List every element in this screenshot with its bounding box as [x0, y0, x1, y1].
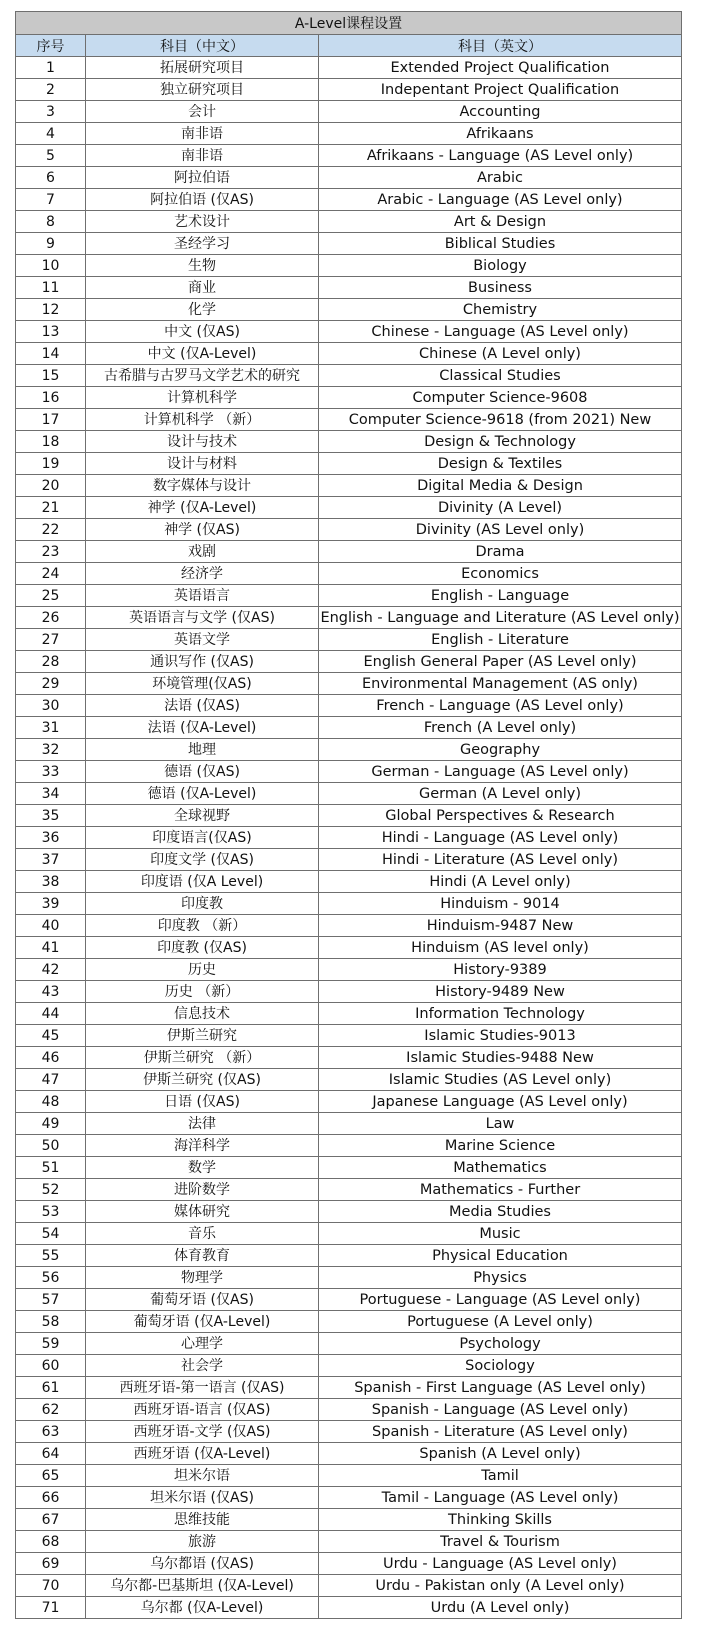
table-row	[16, 519, 682, 541]
subject-english: Arabic - Language (AS Level only)	[319, 189, 682, 211]
table-row	[16, 651, 682, 673]
subject-chinese: 化学	[86, 299, 319, 321]
subject-english: Hindi - Language (AS Level only)	[319, 827, 682, 849]
subject-english: Computer Science-9618 (from 2021) New	[319, 409, 682, 431]
table-row	[16, 189, 682, 211]
table-row	[16, 629, 682, 651]
table-row	[16, 123, 682, 145]
subject-english: Portuguese (A Level only)	[319, 1311, 682, 1333]
subject-chinese: 历史	[86, 959, 319, 981]
subject-english: Marine Science	[319, 1135, 682, 1157]
table-row	[16, 1025, 682, 1047]
row-number: 43	[16, 981, 86, 1003]
table-row	[16, 453, 682, 475]
subject-chinese: 印度语 (仅A Level)	[86, 871, 319, 893]
row-number: 65	[16, 1465, 86, 1487]
row-number: 4	[16, 123, 86, 145]
subject-chinese: 思维技能	[86, 1509, 319, 1531]
table-row	[16, 761, 682, 783]
subject-english: French - Language (AS Level only)	[319, 695, 682, 717]
row-number: 22	[16, 519, 86, 541]
subject-chinese: 坦米尔语	[86, 1465, 319, 1487]
table-row	[16, 145, 682, 167]
subject-english: Digital Media & Design	[319, 475, 682, 497]
row-number: 28	[16, 651, 86, 673]
row-number: 54	[16, 1223, 86, 1245]
table-row	[16, 1157, 682, 1179]
row-number: 40	[16, 915, 86, 937]
subject-chinese: 英语语言	[86, 585, 319, 607]
subject-english: English General Paper (AS Level only)	[319, 651, 682, 673]
subject-english: English - Language	[319, 585, 682, 607]
subject-chinese: 伊斯兰研究 (仅AS)	[86, 1069, 319, 1091]
row-number: 60	[16, 1355, 86, 1377]
row-number: 8	[16, 211, 86, 233]
row-number: 33	[16, 761, 86, 783]
row-number: 10	[16, 255, 86, 277]
subject-chinese: 印度教 （新）	[86, 915, 319, 937]
table-row	[16, 981, 682, 1003]
subject-chinese: 全球视野	[86, 805, 319, 827]
subject-english: Islamic Studies-9488 New	[319, 1047, 682, 1069]
table-row	[16, 1113, 682, 1135]
row-number: 53	[16, 1201, 86, 1223]
row-number: 5	[16, 145, 86, 167]
table-row	[16, 497, 682, 519]
subject-chinese: 信息技术	[86, 1003, 319, 1025]
subject-chinese: 德语 (仅A-Level)	[86, 783, 319, 805]
subject-chinese: 拓展研究项目	[86, 57, 319, 79]
row-number: 37	[16, 849, 86, 871]
subject-english: Divinity (AS Level only)	[319, 519, 682, 541]
subject-english: Physical Education	[319, 1245, 682, 1267]
row-number: 11	[16, 277, 86, 299]
table-row	[16, 57, 682, 79]
row-number: 31	[16, 717, 86, 739]
row-number: 48	[16, 1091, 86, 1113]
subject-english: History-9489 New	[319, 981, 682, 1003]
table-row	[16, 1311, 682, 1333]
row-number: 56	[16, 1267, 86, 1289]
subject-english: Chemistry	[319, 299, 682, 321]
table-row	[16, 1179, 682, 1201]
row-number: 69	[16, 1553, 86, 1575]
row-number: 17	[16, 409, 86, 431]
row-number: 9	[16, 233, 86, 255]
table-row	[16, 783, 682, 805]
subject-chinese: 历史 （新）	[86, 981, 319, 1003]
row-number: 68	[16, 1531, 86, 1553]
row-number: 57	[16, 1289, 86, 1311]
subject-chinese: 乌尔都 (仅A-Level)	[86, 1597, 319, 1619]
table-row	[16, 1003, 682, 1025]
row-number: 27	[16, 629, 86, 651]
subject-chinese: 南非语	[86, 123, 319, 145]
subject-english: Afrikaans - Language (AS Level only)	[319, 145, 682, 167]
title-row	[16, 12, 682, 35]
row-number: 2	[16, 79, 86, 101]
subject-english: Hindi (A Level only)	[319, 871, 682, 893]
subject-chinese: 印度文学 (仅AS)	[86, 849, 319, 871]
row-number: 70	[16, 1575, 86, 1597]
table-row	[16, 1333, 682, 1355]
table-row	[16, 277, 682, 299]
subject-chinese: 德语 (仅AS)	[86, 761, 319, 783]
table-row	[16, 1487, 682, 1509]
subject-chinese: 法语 (仅A-Level)	[86, 717, 319, 739]
row-number: 51	[16, 1157, 86, 1179]
subject-english: English - Language and Literature (AS Level only)	[319, 607, 682, 629]
subject-english: Media Studies	[319, 1201, 682, 1223]
subject-english: Divinity (A Level)	[319, 497, 682, 519]
subject-chinese: 古希腊与古罗马文学艺术的研究	[86, 365, 319, 387]
subject-english: Geography	[319, 739, 682, 761]
subject-english: Islamic Studies (AS Level only)	[319, 1069, 682, 1091]
subject-chinese: 神学 (仅AS)	[86, 519, 319, 541]
subject-english: Design & Technology	[319, 431, 682, 453]
table-row	[16, 1267, 682, 1289]
row-number: 13	[16, 321, 86, 343]
table-row	[16, 585, 682, 607]
subject-chinese: 海洋科学	[86, 1135, 319, 1157]
subject-chinese: 阿拉伯语 (仅AS)	[86, 189, 319, 211]
subject-chinese: 旅游	[86, 1531, 319, 1553]
subject-english: Afrikaans	[319, 123, 682, 145]
header-row	[16, 35, 682, 57]
subject-chinese: 西班牙语 (仅A-Level)	[86, 1443, 319, 1465]
table-row	[16, 1223, 682, 1245]
subject-chinese: 媒体研究	[86, 1201, 319, 1223]
row-number: 52	[16, 1179, 86, 1201]
row-number: 63	[16, 1421, 86, 1443]
table-row	[16, 1047, 682, 1069]
row-number: 58	[16, 1311, 86, 1333]
row-number: 16	[16, 387, 86, 409]
subject-english: Japanese Language (AS Level only)	[319, 1091, 682, 1113]
subject-chinese: 伊斯兰研究 （新）	[86, 1047, 319, 1069]
table-row	[16, 79, 682, 101]
subject-english: Spanish - First Language (AS Level only)	[319, 1377, 682, 1399]
subject-english: Design & Textiles	[319, 453, 682, 475]
subject-chinese: 法律	[86, 1113, 319, 1135]
subject-english: Portuguese - Language (AS Level only)	[319, 1289, 682, 1311]
subject-chinese: 进阶数学	[86, 1179, 319, 1201]
subject-chinese: 神学 (仅A-Level)	[86, 497, 319, 519]
subject-chinese: 圣经学习	[86, 233, 319, 255]
row-number: 62	[16, 1399, 86, 1421]
subject-english: Economics	[319, 563, 682, 585]
row-number: 71	[16, 1597, 86, 1619]
row-number: 19	[16, 453, 86, 475]
subject-chinese: 设计与技术	[86, 431, 319, 453]
row-number: 66	[16, 1487, 86, 1509]
row-number: 7	[16, 189, 86, 211]
subject-english: Extended Project Qualification	[319, 57, 682, 79]
subject-chinese: 心理学	[86, 1333, 319, 1355]
row-number: 50	[16, 1135, 86, 1157]
row-number: 67	[16, 1509, 86, 1531]
table-row	[16, 431, 682, 453]
subject-english: Drama	[319, 541, 682, 563]
subject-chinese: 环境管理(仅AS)	[86, 673, 319, 695]
subject-english: Hinduism-9487 New	[319, 915, 682, 937]
table-row	[16, 1465, 682, 1487]
table-row	[16, 1069, 682, 1091]
subject-chinese: 西班牙语-语言 (仅AS)	[86, 1399, 319, 1421]
table-row	[16, 1201, 682, 1223]
table-row	[16, 937, 682, 959]
table-row	[16, 167, 682, 189]
subject-chinese: 计算机科学	[86, 387, 319, 409]
row-number: 21	[16, 497, 86, 519]
table-row	[16, 717, 682, 739]
row-number: 1	[16, 57, 86, 79]
subject-english: Physics	[319, 1267, 682, 1289]
row-number: 39	[16, 893, 86, 915]
subject-chinese: 生物	[86, 255, 319, 277]
table-row	[16, 475, 682, 497]
subject-chinese: 印度教	[86, 893, 319, 915]
subject-english: Islamic Studies-9013	[319, 1025, 682, 1047]
row-number: 41	[16, 937, 86, 959]
subject-english: Environmental Management (AS only)	[319, 673, 682, 695]
subject-english: Hinduism (AS level only)	[319, 937, 682, 959]
row-number: 26	[16, 607, 86, 629]
subject-english: Computer Science-9608	[319, 387, 682, 409]
subject-english: German (A Level only)	[319, 783, 682, 805]
subject-english: Indepentant Project Qualification	[319, 79, 682, 101]
subject-english: Music	[319, 1223, 682, 1245]
subject-chinese: 中文 (仅AS)	[86, 321, 319, 343]
subject-english: Biology	[319, 255, 682, 277]
table-row	[16, 299, 682, 321]
subject-english: Spanish (A Level only)	[319, 1443, 682, 1465]
row-number: 29	[16, 673, 86, 695]
subject-chinese: 西班牙语-第一语言 (仅AS)	[86, 1377, 319, 1399]
subject-english: Art & Design	[319, 211, 682, 233]
subject-english: Chinese (A Level only)	[319, 343, 682, 365]
subject-chinese: 地理	[86, 739, 319, 761]
subject-english: Hinduism - 9014	[319, 893, 682, 915]
subject-english: Sociology	[319, 1355, 682, 1377]
subject-english: Biblical Studies	[319, 233, 682, 255]
table-row	[16, 541, 682, 563]
row-number: 30	[16, 695, 86, 717]
header-subject-chinese: 科目（中文）	[86, 35, 319, 57]
subject-chinese: 艺术设计	[86, 211, 319, 233]
subject-chinese: 印度教 (仅AS)	[86, 937, 319, 959]
row-number: 61	[16, 1377, 86, 1399]
table-row	[16, 849, 682, 871]
row-number: 23	[16, 541, 86, 563]
table-row	[16, 1597, 682, 1619]
header-number: 序号	[16, 35, 86, 57]
subject-english: English - Literature	[319, 629, 682, 651]
table-row	[16, 607, 682, 629]
row-number: 44	[16, 1003, 86, 1025]
subject-chinese: 伊斯兰研究	[86, 1025, 319, 1047]
subject-english: Hindi - Literature (AS Level only)	[319, 849, 682, 871]
subject-english: Tamil - Language (AS Level only)	[319, 1487, 682, 1509]
subject-chinese: 日语 (仅AS)	[86, 1091, 319, 1113]
table-row	[16, 915, 682, 937]
table-row	[16, 959, 682, 981]
row-number: 38	[16, 871, 86, 893]
row-number: 3	[16, 101, 86, 123]
row-number: 42	[16, 959, 86, 981]
row-number: 34	[16, 783, 86, 805]
row-number: 64	[16, 1443, 86, 1465]
subject-english: Tamil	[319, 1465, 682, 1487]
table-row	[16, 343, 682, 365]
table-row	[16, 1135, 682, 1157]
subject-chinese: 计算机科学 （新）	[86, 409, 319, 431]
table-row	[16, 101, 682, 123]
subject-chinese: 设计与材料	[86, 453, 319, 475]
row-number: 20	[16, 475, 86, 497]
table-row	[16, 387, 682, 409]
table-row	[16, 1245, 682, 1267]
row-number: 36	[16, 827, 86, 849]
table-row	[16, 871, 682, 893]
subject-english: Urdu (A Level only)	[319, 1597, 682, 1619]
subject-english: History-9389	[319, 959, 682, 981]
row-number: 6	[16, 167, 86, 189]
row-number: 59	[16, 1333, 86, 1355]
table-row	[16, 739, 682, 761]
table-row	[16, 1509, 682, 1531]
subject-chinese: 戏剧	[86, 541, 319, 563]
row-number: 55	[16, 1245, 86, 1267]
subject-english: Travel & Tourism	[319, 1531, 682, 1553]
table-row	[16, 1399, 682, 1421]
table-row	[16, 1443, 682, 1465]
subject-chinese: 物理学	[86, 1267, 319, 1289]
subject-chinese: 数学	[86, 1157, 319, 1179]
table-row	[16, 211, 682, 233]
table-row	[16, 255, 682, 277]
subject-chinese: 商业	[86, 277, 319, 299]
table-row	[16, 827, 682, 849]
subject-english: Information Technology	[319, 1003, 682, 1025]
table-row	[16, 1355, 682, 1377]
subject-chinese: 经济学	[86, 563, 319, 585]
subject-chinese: 数字媒体与设计	[86, 475, 319, 497]
subject-english: Psychology	[319, 1333, 682, 1355]
table-row	[16, 365, 682, 387]
subject-english: Urdu - Language (AS Level only)	[319, 1553, 682, 1575]
row-number: 25	[16, 585, 86, 607]
subject-chinese: 乌尔都语 (仅AS)	[86, 1553, 319, 1575]
row-number: 45	[16, 1025, 86, 1047]
subject-chinese: 体育教育	[86, 1245, 319, 1267]
subject-chinese: 英语文学	[86, 629, 319, 651]
subject-english: Spanish - Language (AS Level only)	[319, 1399, 682, 1421]
subject-english: Law	[319, 1113, 682, 1135]
subject-english: Accounting	[319, 101, 682, 123]
subject-english: Spanish - Literature (AS Level only)	[319, 1421, 682, 1443]
table-row	[16, 1553, 682, 1575]
subject-chinese: 通识写作 (仅AS)	[86, 651, 319, 673]
table-body	[16, 57, 682, 1619]
subject-chinese: 独立研究项目	[86, 79, 319, 101]
subject-chinese: 音乐	[86, 1223, 319, 1245]
subject-english: Thinking Skills	[319, 1509, 682, 1531]
row-number: 15	[16, 365, 86, 387]
row-number: 47	[16, 1069, 86, 1091]
subject-chinese: 南非语	[86, 145, 319, 167]
table-row	[16, 563, 682, 585]
row-number: 32	[16, 739, 86, 761]
subject-chinese: 西班牙语-文学 (仅AS)	[86, 1421, 319, 1443]
subject-chinese: 社会学	[86, 1355, 319, 1377]
table-row	[16, 1421, 682, 1443]
table-row	[16, 321, 682, 343]
subject-english: Classical Studies	[319, 365, 682, 387]
table-row	[16, 1289, 682, 1311]
subject-english: Arabic	[319, 167, 682, 189]
row-number: 14	[16, 343, 86, 365]
subject-chinese: 英语语言与文学 (仅AS)	[86, 607, 319, 629]
subject-english: Mathematics - Further	[319, 1179, 682, 1201]
subject-english: Urdu - Pakistan only (A Level only)	[319, 1575, 682, 1597]
table-row	[16, 233, 682, 255]
table-row	[16, 1531, 682, 1553]
table-row	[16, 409, 682, 431]
row-number: 49	[16, 1113, 86, 1135]
subject-english: Mathematics	[319, 1157, 682, 1179]
table-row	[16, 1575, 682, 1597]
table-row	[16, 673, 682, 695]
row-number: 35	[16, 805, 86, 827]
subject-english: Chinese - Language (AS Level only)	[319, 321, 682, 343]
subject-english: French (A Level only)	[319, 717, 682, 739]
row-number: 12	[16, 299, 86, 321]
subject-english: Business	[319, 277, 682, 299]
table-row	[16, 1091, 682, 1113]
table-row	[16, 1377, 682, 1399]
subject-chinese: 法语 (仅AS)	[86, 695, 319, 717]
subject-chinese: 会计	[86, 101, 319, 123]
subject-chinese: 印度语言(仅AS)	[86, 827, 319, 849]
course-table	[15, 11, 682, 1619]
subject-chinese: 葡萄牙语 (仅A-Level)	[86, 1311, 319, 1333]
subject-chinese: 葡萄牙语 (仅AS)	[86, 1289, 319, 1311]
subject-chinese: 坦米尔语 (仅AS)	[86, 1487, 319, 1509]
table-row	[16, 893, 682, 915]
row-number: 24	[16, 563, 86, 585]
subject-english: German - Language (AS Level only)	[319, 761, 682, 783]
row-number: 18	[16, 431, 86, 453]
subject-chinese: 中文 (仅A-Level)	[86, 343, 319, 365]
header-subject-english: 科目（英文）	[319, 35, 682, 57]
subject-chinese: 乌尔都-巴基斯坦 (仅A-Level)	[86, 1575, 319, 1597]
subject-english: Global Perspectives & Research	[319, 805, 682, 827]
subject-chinese: 阿拉伯语	[86, 167, 319, 189]
row-number: 46	[16, 1047, 86, 1069]
table-row	[16, 695, 682, 717]
table-row	[16, 805, 682, 827]
table-title: A-Level课程设置	[16, 12, 682, 35]
